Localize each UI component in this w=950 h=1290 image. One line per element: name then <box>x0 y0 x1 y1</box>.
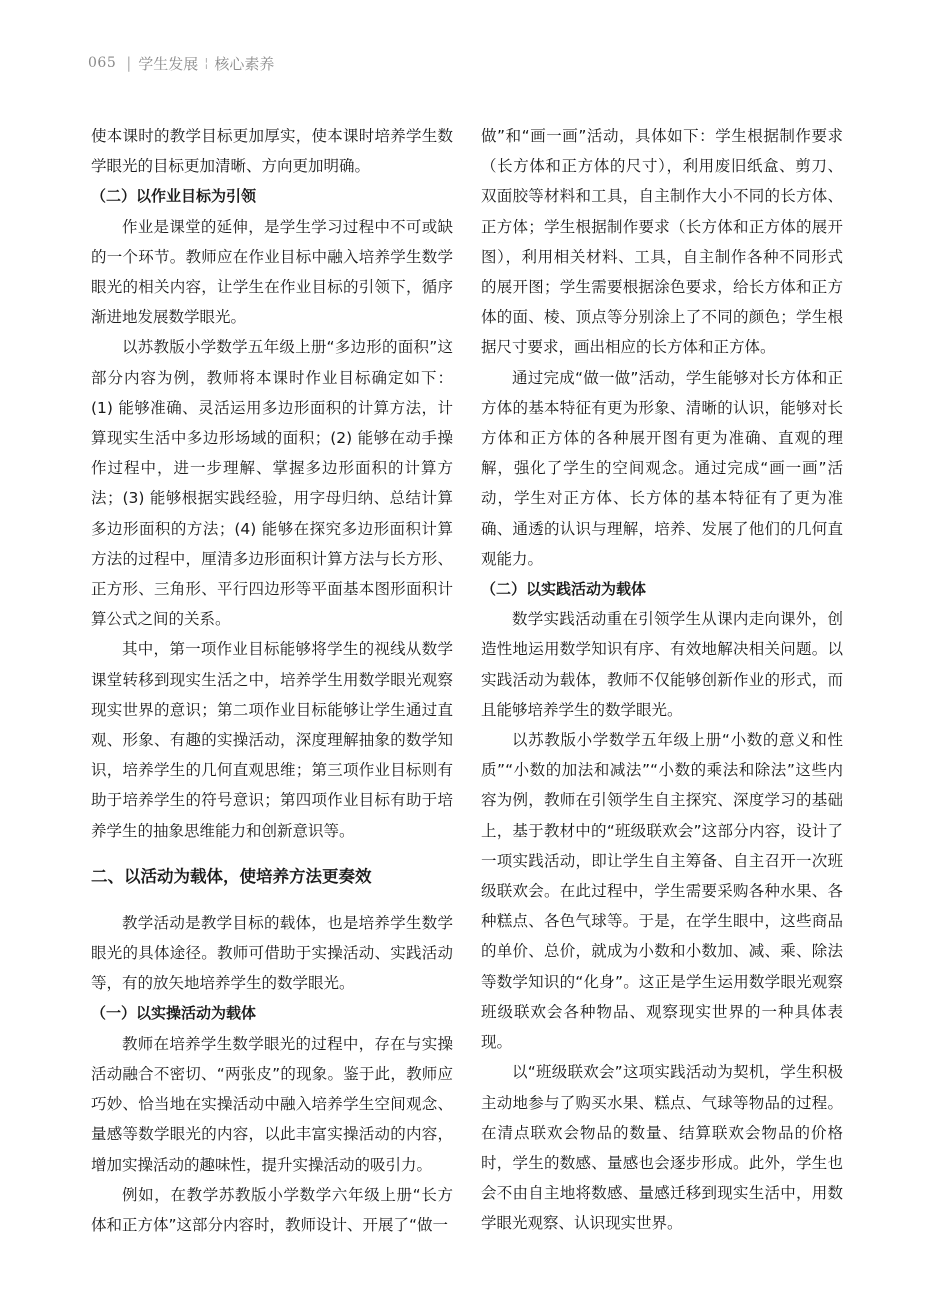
right-paragraph-5: 以“班级联欢会”这项实践活动为契机，学生积极主动地参与了购买水果、糕点、气球等物品的过程。在清点联欢会物品的数量、结算联欢会物品的价格时，学生的数感、量感也会逐步形成。此外，学生也会不由自主地将数感、量感迁移到现实生活中，用数学眼光观察、认识现实世界。 <box>481 1063 843 1233</box>
left-paragraph-7: 例如，在教学苏教版小学数学六年级上册“长方体和正方体”这部分内容时，教师设计、开展了“做一 <box>91 1185 453 1234</box>
right-paragraph-4: 以苏教版小学数学五年级上册“小数的意义和性质”“小数的加法和减法”“小数的乘法和除法”这些内容为例，教师在引领学生自主探究、深度学习的基础上，基于教材中的“班级联欢会”这部分内容，设计了一项实践活动，即让学生自主筹备、自主召开一次班级联欢会。在此过程中，学生需要采购各种水果、各种糕点、各色气球等。于是，在学生眼中，这些商品的单价、总价，就成为小数和小数加、减、乘、除法等数学知识的“化身”。这正是学生运用数学眼光观察班级联欢会各种物品、观察现实世界的一种具体表现。 <box>481 731 843 1052</box>
right-paragraph-3: 数学实践活动重在引领学生从课内走向课外，创造性地运用数学知识有序、有效地解决相关问题。以实践活动为载体，教师不仅能够创新作业的形式，而且能够培养学生的数学眼光。 <box>481 610 843 719</box>
section-heading-activities: 二、以活动为载体，使培养方法更奏效 <box>91 866 372 886</box>
header-section: 学生发展 <box>138 54 199 73</box>
left-column <box>91 121 453 1240</box>
left-paragraph-6: 教师在培养学生数学眼光的过程中，存在与实操活动融合不密切、“两张皮”的现象。鉴于此，教师应巧妙、恰当地在实操活动中融入培养学生空间观念、量感等数学眼光的内容，以此丰富实操活动的内容，增加实操活动的趣味性，提升实操活动的吸引力。 <box>91 1034 453 1174</box>
header-separator: ¦ <box>204 56 209 70</box>
right-column <box>481 121 843 1239</box>
subheading-assignment-goals: （二）以作业目标为引领 <box>91 187 257 206</box>
header-divider: | <box>126 54 132 72</box>
left-paragraph-1: 使本课时的教学目标更加厚实，使本课时培养学生数学眼光的目标更加清晰、方向更加明确。 <box>91 127 453 176</box>
running-header <box>88 50 274 76</box>
subheading-hands-on-activities: （一）以实操活动为载体 <box>91 1004 257 1023</box>
left-paragraph-5: 教学活动是教学目标的载体，也是培养学生数学眼光的具体途径。教师可借助于实操活动、实践活动等，有的放矢地培养学生的数学眼光。 <box>91 913 453 993</box>
page-number: 065 <box>88 55 117 71</box>
subheading-practice-activities: （二）以实践活动为载体 <box>481 580 647 599</box>
left-paragraph-3: 以苏教版小学数学五年级上册“多边形的面积”这部分内容为例，教师将本课时作业目标确定如下：(1) 能够准确、灵活运用多边形面积的计算方法，计算现实生活中多边形场域的面积；(2) 能够在动手操作过程中，进一步理解、掌握多边形面积的计算方法；(3) 能够根据实践经验，用字母归纳、总结计算多边形面积的方法；(4) 能够在探究多边形面积计算方法的过程中，厘清多边形面积计算方法与长方形、正方形、三角形、平行四边形等平面基本图形面积计算公式之间的关系。 <box>91 338 453 629</box>
right-paragraph-2: 通过完成“做一做”活动，学生能够对长方体和正方体的基本特征有更为形象、清晰的认识，能够对长方体和正方体的各种展开图有更为准确、直观的理解，强化了学生的空间观念。通过完成“画一画”活动，学生对正方体、长方体的基本特征有了更为准确、通透的认识与理解，培养、发展了他们的几何直观能力。 <box>481 368 843 568</box>
left-paragraph-2: 作业是课堂的延伸，是学生学习过程中不可或缺的一个环节。教师应在作业目标中融入培养学生数学眼光的相关内容，让学生在作业目标的引领下，循序渐进地发展数学眼光。 <box>91 217 453 327</box>
left-paragraph-4: 其中，第一项作业目标能够将学生的视线从数学课堂转移到现实生活之中，培养学生用数学眼光观察现实世界的意识；第二项作业目标能够让学生通过直观、形象、有趣的实操活动，深度理解抽象的数学知识，培养学生的几何直观思维；第三项作业目标则有助于培养学生的符号意识；第四项作业目标有助于培养学生的抽象思维能力和创新意识等。 <box>91 640 453 840</box>
right-paragraph-1: 做”和“画一画”活动，具体如下：学生根据制作要求（长方体和正方体的尺寸），利用废旧纸盒、剪刀、双面胶等材料和工具，自主制作大小不同的长方体、正方体；学生根据制作要求（长方体和正方体的展开图），利用相关材料、工具，自主制作各种不同形式的展开图；学生需要根据涂色要求，给长方体和正方体的面、棱、顶点等分别涂上了不同的颜色；学生根据尺寸要求，画出相应的长方体和正方体。 <box>481 127 843 357</box>
header-subsection: 核心素养 <box>214 54 275 73</box>
